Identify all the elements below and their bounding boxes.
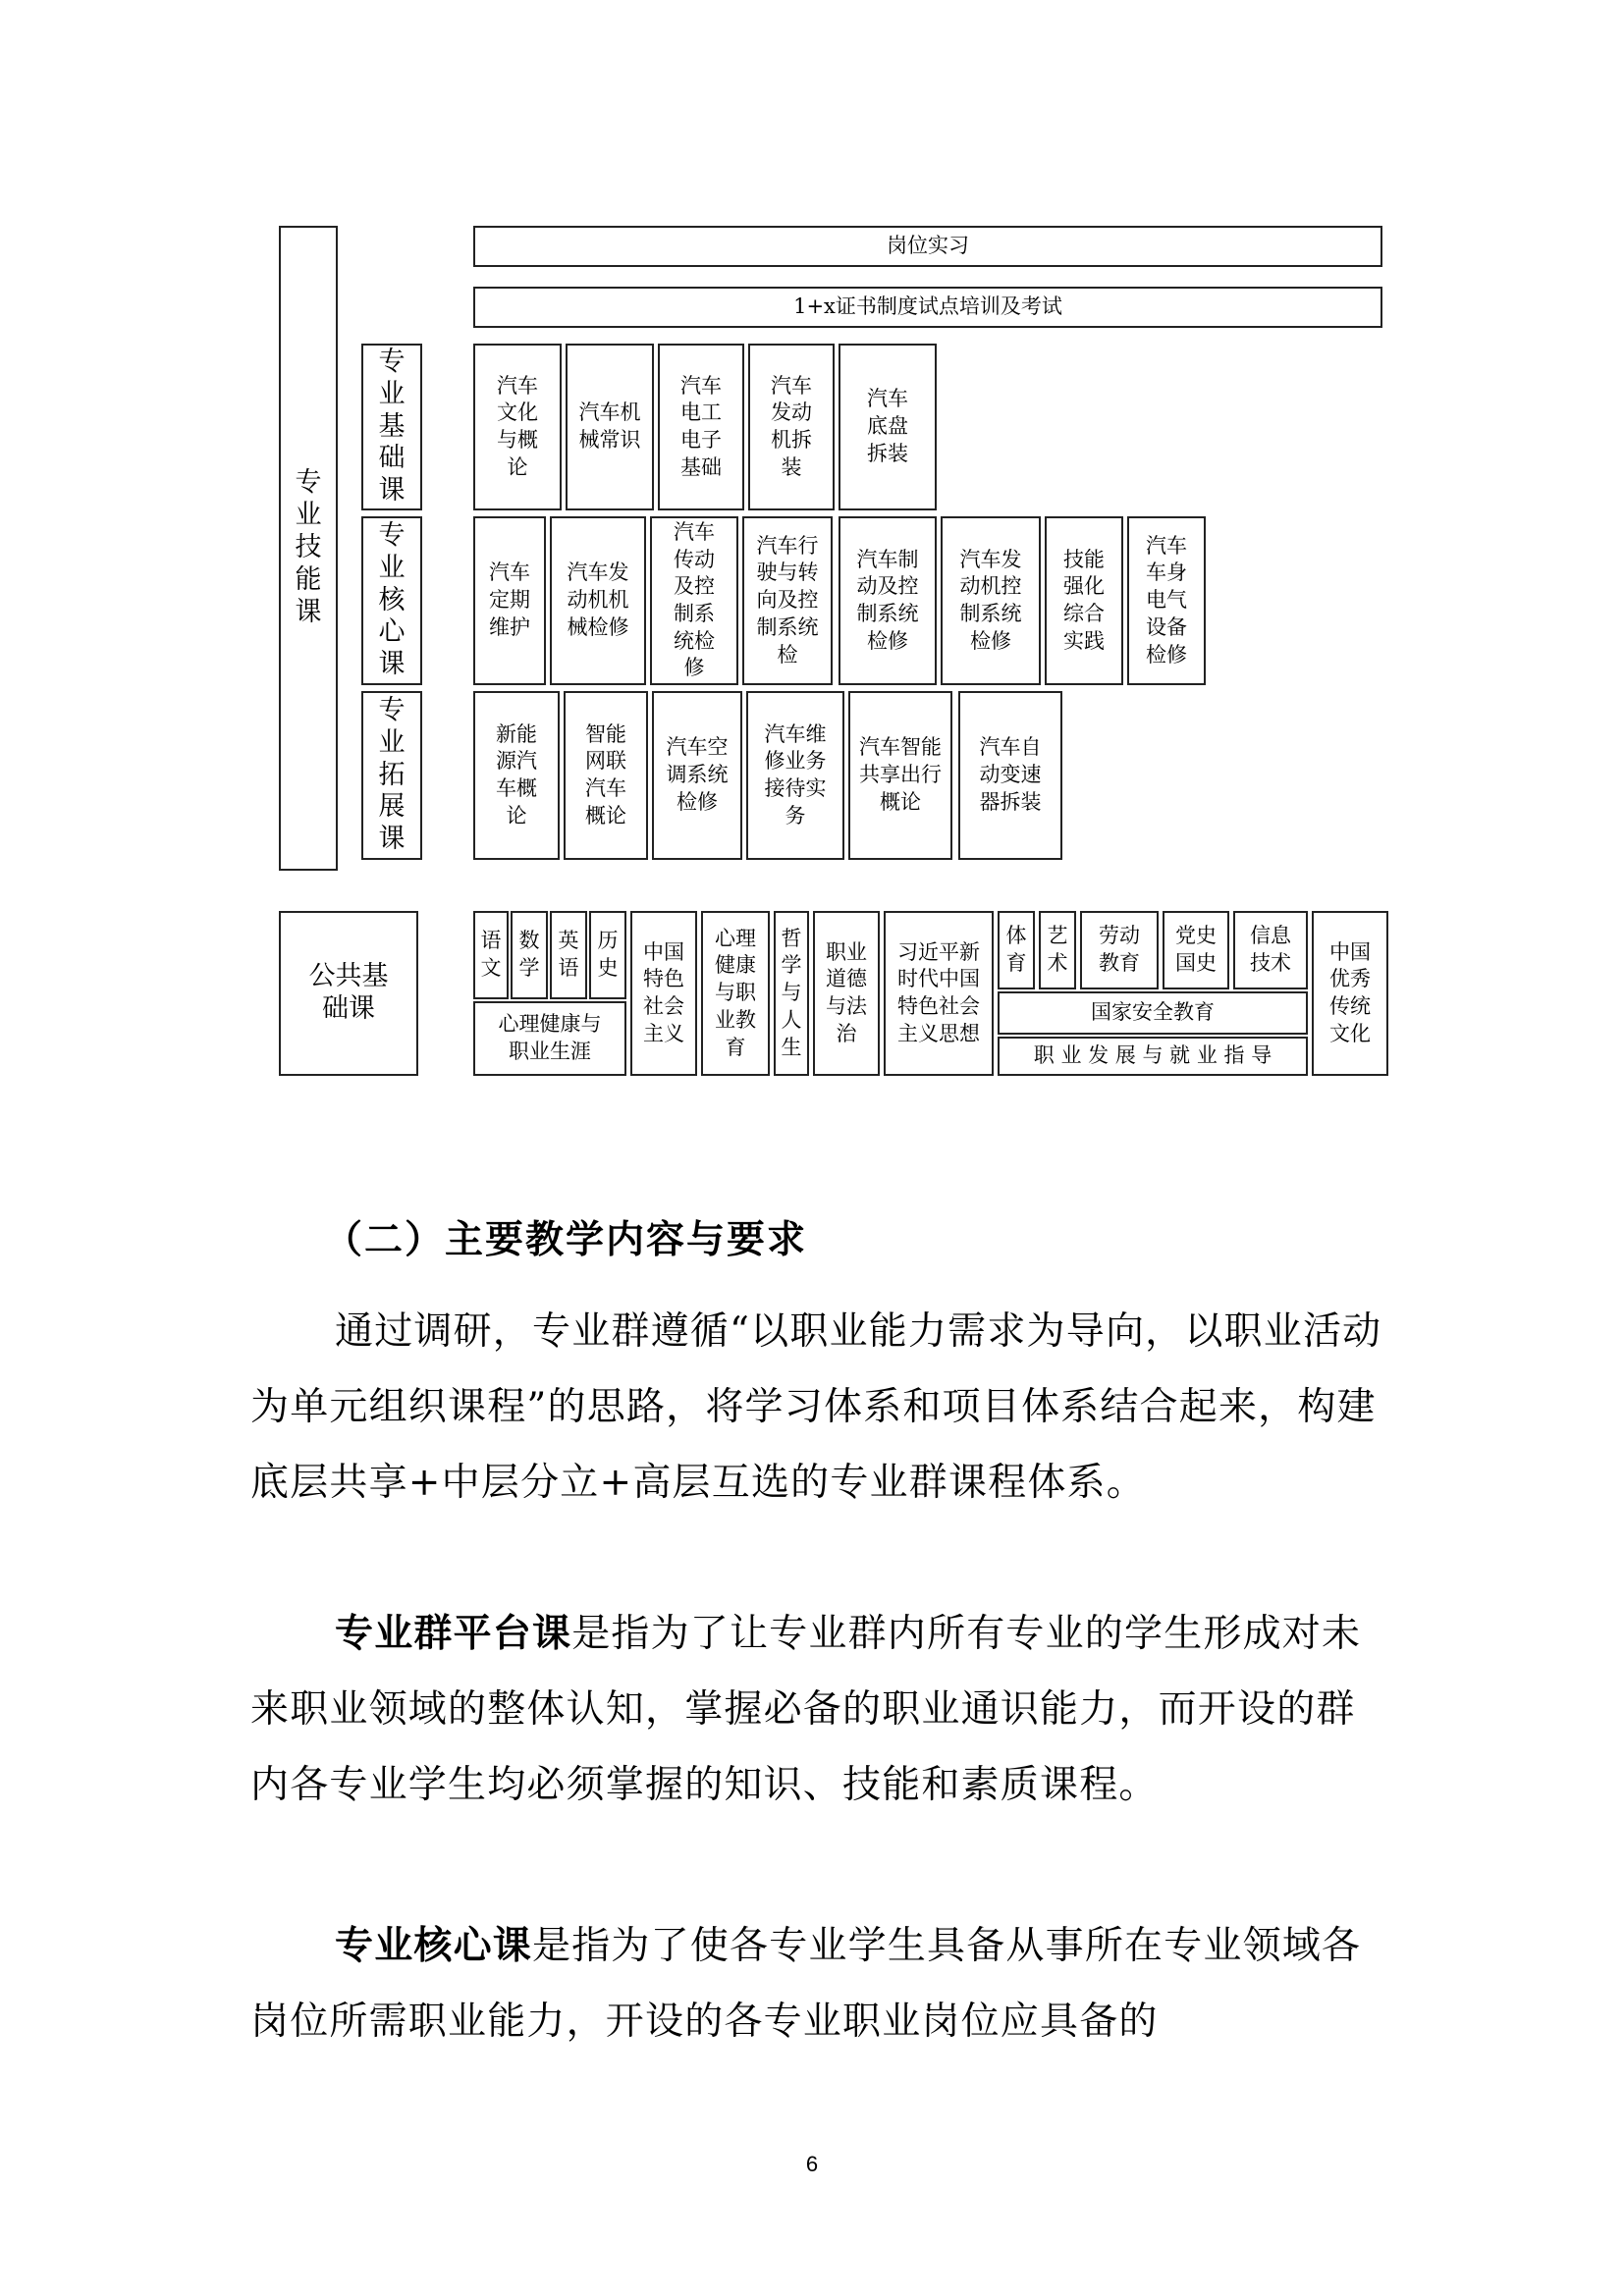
course-public-mental-ethics: 心理 健康 与职 业教 育 — [701, 911, 770, 1076]
certificate-bar: 1+x证书制度试点培训及考试 — [473, 287, 1382, 328]
course-core: 汽车 车身 电气 设备 检修 — [1127, 516, 1206, 685]
paragraph-3 — [250, 1908, 1389, 2059]
internship-bar: 岗位实习 — [473, 226, 1382, 267]
course-extension: 汽车空 调系统 检修 — [652, 691, 742, 860]
side-foundation: 专 业 基 础 课 — [361, 344, 422, 510]
course-foundation: 汽车 文化 与概 论 — [473, 344, 562, 510]
side-public: 公共基 础课 — [279, 911, 418, 1076]
course-public-labor: 劳动 教育 — [1080, 911, 1159, 989]
course-core: 技能 强化 综合 实践 — [1045, 516, 1123, 685]
course-extension: 新能 源汽 车概 论 — [473, 691, 560, 860]
course-public-chinese: 语 文 — [473, 911, 509, 999]
course-extension: 汽车自 动变速 器拆装 — [958, 691, 1062, 860]
term-platform-course: 专业群平台课 — [335, 1611, 572, 1656]
course-public-culture: 中国 优秀 传统 文化 — [1312, 911, 1388, 1076]
course-public-english: 英 语 — [550, 911, 587, 999]
course-public-math: 数 学 — [511, 911, 548, 999]
course-public-art: 艺 术 — [1039, 911, 1076, 989]
course-foundation: 汽车 底盘 拆装 — [839, 344, 937, 510]
course-public-philosophy: 哲 学 与 人 生 — [774, 911, 809, 1076]
paragraph-3-text: 是指为了使各专业学生具备从事所在专业领域各岗位所需职业能力，开设的各专业职业岗位应具备的 — [250, 1924, 1362, 2044]
side-extension: 专 业 拓 展 课 — [361, 691, 422, 860]
course-extension: 智能 网联 汽车 概论 — [564, 691, 648, 860]
course-public-party-history: 党史 国史 — [1163, 911, 1229, 989]
course-foundation: 汽车机 械常识 — [566, 344, 654, 510]
paragraph-2-text: 是指为了让专业群内所有专业的学生形成对未来职业领域的整体认知，掌握必备的职业通识能力，而开设的群内各专业学生均必须掌握的知识、技能和素质课程。 — [250, 1612, 1362, 1807]
course-core: 汽车发 动机机 械检修 — [550, 516, 646, 685]
course-foundation: 汽车 电工 电子 基础 — [658, 344, 744, 510]
side-core: 专 业 核 心 课 — [361, 516, 422, 685]
course-public-socialism: 中国 特色 社会 主义 — [630, 911, 697, 1076]
course-public-pe: 体 育 — [998, 911, 1035, 989]
course-public-mental-career: 心理健康与 职业生涯 — [473, 1001, 626, 1076]
course-public-security: 国家安全教育 — [998, 991, 1308, 1035]
course-core: 汽车发 动机控 制系统 检修 — [941, 516, 1041, 685]
course-public-xi-thought: 习近平新 时代中国 特色社会 主义思想 — [884, 911, 994, 1076]
section-title: （二）主要教学内容与要求 — [324, 1217, 808, 1262]
term-core-course: 专业核心课 — [335, 1923, 533, 1968]
curriculum-diagram — [275, 206, 1394, 1090]
course-extension: 汽车智能 共享出行 概论 — [848, 691, 952, 860]
side-professional-skills: 专 业 技 能 课 — [279, 226, 338, 871]
course-public-history: 历 史 — [589, 911, 626, 999]
course-public-ethics-law: 职业 道德 与法 治 — [813, 911, 880, 1076]
course-public-employment: 职 业 发 展 与 就 业 指 导 — [998, 1037, 1308, 1076]
course-foundation: 汽车 发动 机拆 装 — [748, 344, 835, 510]
course-core: 汽车 定期 维护 — [473, 516, 546, 685]
paragraph-1 — [250, 1294, 1389, 1521]
course-extension: 汽车维 修业务 接待实 务 — [746, 691, 844, 860]
page-number: 6 — [805, 2152, 819, 2176]
course-core: 汽车制 动及控 制系统 检修 — [839, 516, 937, 685]
paragraph-2 — [250, 1596, 1389, 1823]
paragraph-1-text: 通过调研，专业群遵循“以职业能力需求为导向，以职业活动为单元组织课程”的思路，将学习体系和项目体系结合起来，构建底层共享+中层分立+高层互选的专业群课程体系。 — [250, 1309, 1382, 1505]
course-core: 汽车 传动 及控 制系 统检 修 — [650, 516, 738, 685]
course-core: 汽车行 驶与转 向及控 制系统 检 — [742, 516, 833, 685]
course-public-it: 信息 技术 — [1233, 911, 1308, 989]
